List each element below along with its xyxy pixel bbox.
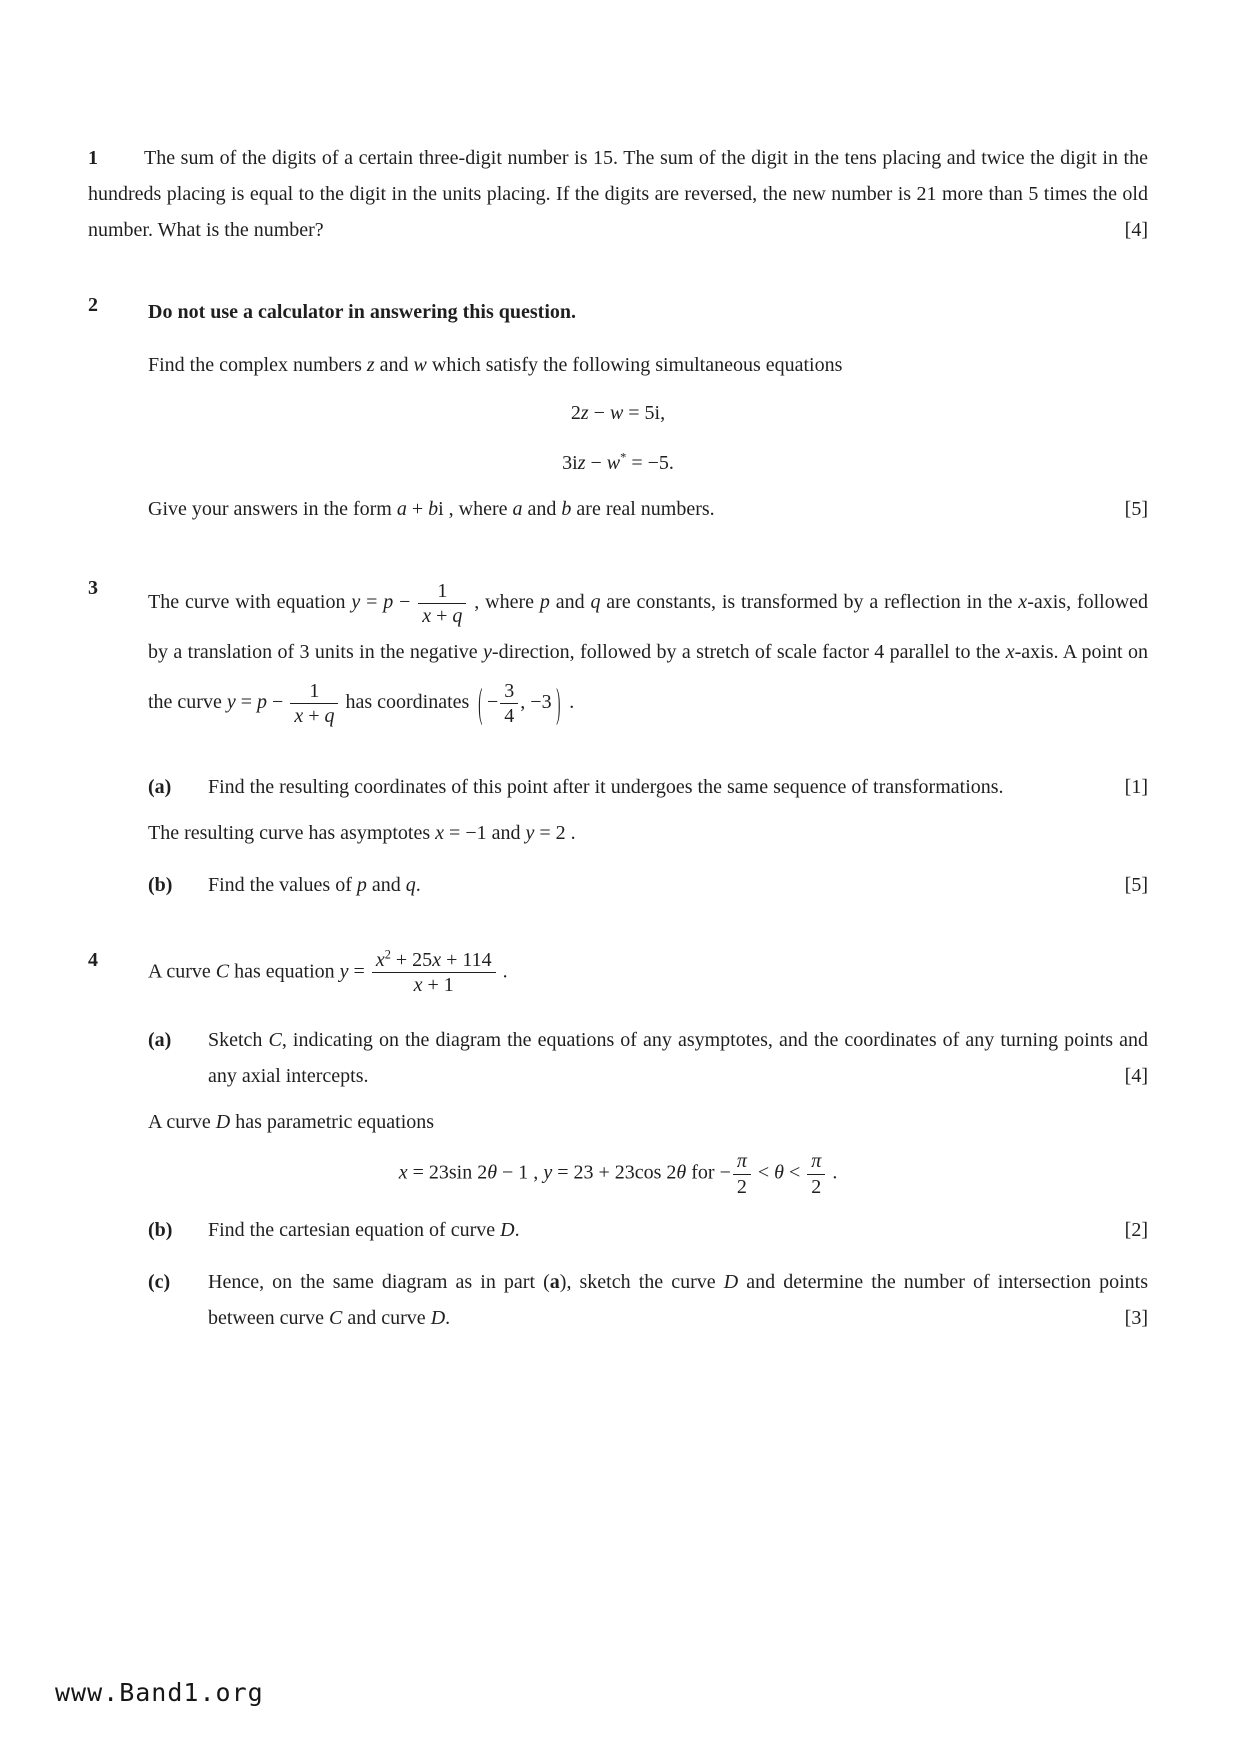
question-3-body bbox=[148, 577, 1148, 903]
question-2-heading: Do not use a calculator in answering this question. bbox=[148, 301, 577, 323]
question-2-equation-1: 2z − w = 5i, bbox=[570, 402, 666, 424]
question-4-part-c-text-content: Hence, on the same diagram as in part (a), sketch the curve D and determine the number of intersection points between curve C and curve D. bbox=[208, 1271, 1148, 1330]
question-4-curve-d-intro: A curve D has parametric equations bbox=[148, 1111, 435, 1134]
question-4-body bbox=[148, 949, 1148, 1337]
question-3-paragraph: The curve with equation y = p − $\frac{1}{x + q}$ , where p and q are constants, is transformed by a reflection in the x-axis, followed by a translation of 3 units in the negative y-direction, followed by a stretch of scale factor 4 parallel to the x-axis. A point on the curve y = p − $\frac{1}{x + q}$ has coordinates ( − $\frac{3}{4}$ , −3 ) . bbox=[148, 579, 1149, 728]
question-3-part-a bbox=[148, 769, 1148, 805]
question-4-part-b-text bbox=[208, 1212, 1148, 1248]
question-4-part-c bbox=[148, 1264, 1148, 1336]
question-4-part-a-text bbox=[208, 1022, 1148, 1094]
question-3-part-b-text-content: Find the values of p and q. bbox=[208, 873, 421, 896]
question-2-equation-2: 3iz − w* = −5. bbox=[562, 450, 674, 474]
question-4-part-c-label: (c) bbox=[148, 1271, 171, 1294]
question-3-note: The resulting curve has asymptotes x = −1 and y = 2 . bbox=[148, 821, 576, 844]
question-1 bbox=[88, 140, 1148, 248]
question-4-part-a-text-content: Sketch C, indicating on the diagram the equations of any asymptotes, and the coordinates of any turning points and any axial intercepts. bbox=[208, 1029, 1148, 1088]
question-1-number: 1 bbox=[88, 147, 98, 169]
question-3-part-a-marks: [1] bbox=[1124, 775, 1148, 798]
question-1-text: The sum of the digits of a certain three-digit number is 15. The sum of the digit in the tens placing and twice the digit in the hundreds placing is equal to the digit in the units placing. If the digits are reversed, the new number is 21 more than 5 times the old number. What is the number? bbox=[88, 147, 1148, 241]
question-4-part-b bbox=[148, 1212, 1148, 1248]
question-2 bbox=[88, 294, 1148, 527]
question-1-marks: [4] bbox=[1124, 219, 1148, 241]
question-3-part-a-text bbox=[208, 769, 1148, 805]
question-3-part-b-marks: [5] bbox=[1124, 873, 1148, 896]
question-2-number: 2 bbox=[88, 294, 98, 316]
question-3-part-a-label: (a) bbox=[148, 775, 172, 798]
question-3-number: 3 bbox=[88, 577, 98, 599]
question-4-part-b-marks: [2] bbox=[1124, 1219, 1148, 1242]
question-1-paragraph bbox=[88, 140, 1148, 248]
question-4-part-a-marks: [4] bbox=[1124, 1065, 1148, 1088]
question-4-number: 4 bbox=[88, 948, 98, 971]
question-4 bbox=[88, 949, 1148, 1337]
question-4-part-c-marks: [3] bbox=[1124, 1307, 1148, 1330]
question-3-part-b-text bbox=[208, 867, 1148, 903]
footer-watermark: www.Band1.org bbox=[55, 1678, 264, 1707]
question-4-part-b-label: (b) bbox=[148, 1219, 173, 1242]
question-2-marks: [5] bbox=[1124, 498, 1148, 520]
page-content bbox=[88, 140, 1148, 1336]
question-3 bbox=[88, 577, 1148, 903]
question-2-body bbox=[148, 294, 1148, 527]
question-4-part-a bbox=[148, 1022, 1148, 1094]
question-4-part-a-label: (a) bbox=[148, 1029, 172, 1052]
question-4-part-b-text-content: Find the cartesian equation of curve D. bbox=[208, 1219, 520, 1242]
question-2-outro bbox=[148, 491, 1148, 527]
question-2-outro-text: Give your answers in the form a + bi , where a and b are real numbers. bbox=[148, 498, 715, 520]
question-3-part-a-text-content: Find the resulting coordinates of this point after it undergoes the same sequence of transformations. bbox=[208, 775, 1004, 798]
question-3-part-b-label: (b) bbox=[148, 873, 173, 896]
question-4-parametric-equation: x = 23sin 2θ − 1 , y = 23 + 23cos 2θ for − $\frac{\pi}{2}$ < θ < $\frac{\pi}{2}$ . bbox=[398, 1150, 838, 1198]
question-4-intro: A curve C has equation y = $\frac{x^2 + 25x + 114}{x + 1}$ . bbox=[148, 947, 508, 997]
question-3-part-b bbox=[148, 867, 1148, 903]
question-4-part-c-text bbox=[208, 1264, 1148, 1336]
question-2-intro: Find the complex numbers z and w which satisfy the following simultaneous equations bbox=[148, 354, 843, 376]
